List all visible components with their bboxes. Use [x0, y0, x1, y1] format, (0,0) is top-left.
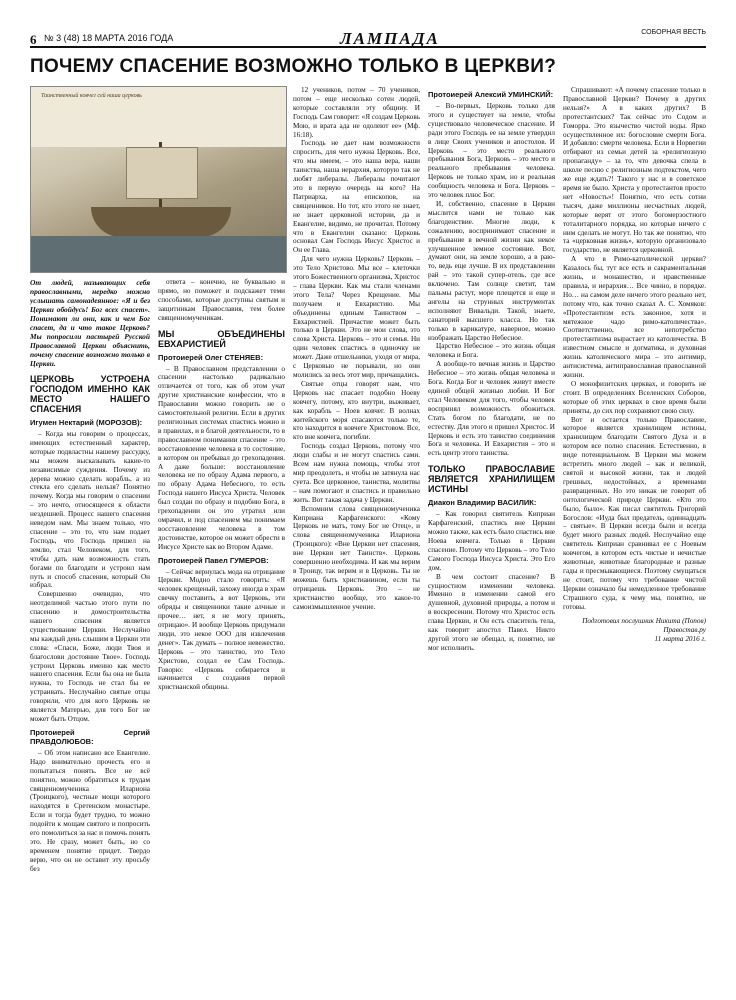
paragraph: ответа – конечно, не буквально и прямо, но поможет и подскажет теми способами, которые доступны святым и защитникам Православия, тем более священномученикам. [158, 278, 285, 322]
ark-icon-image [30, 86, 287, 273]
signature-source: Правостав.ру [663, 626, 706, 635]
icon-sea [31, 236, 286, 272]
subheading-2: МЫ ОБЪЕДИНЕНЫ ЕВХАРИСТИЕЙ [158, 328, 285, 349]
paragraph: Спрашивают: «А почему спасение только в Православной Церкви? Почему в других нельзя?» А в каких других? В протестантских? Так сейчас это Содом и Гоморра. Это язычество чистой воды. Ярко осуществленное их: богословие смерти Бога. И добавлю: смерти человека. Если в Норвегии отбирают из семьи детей за «религиозную пропаганду» – за то, что девочка спела в школе песню с религиозным подтекстом, чего же еще ждать?! Такого у нас и в советское время не было. Христа у протестантов просто нет «Новость»! Понятно, что есть сотни тысяч, даже миллионы несчастных людей, которые верят от этого богомерзостного тоталитарного порядка, но которые ничего с ним сделать не могут. Но так же понятно, что та «церковная жизнь», которую организовало государство, не является церковной. [563, 86, 706, 255]
paragraph: О монофизитских церквах, и говорить не стоит. В определениях Вселенских Соборов, которые об этих церквах в свое время были приняты, до сих пор сохраняют свою силу. [563, 379, 706, 415]
paragraph: А вообще-то вечная жизнь и Царство Небесное – это жизнь общая человека и Бога. Когда Бог и человек живут вместе единой общей жизнью любви. И Бог стал Человеком для того, чтобы человек воспринял возможность обожиться. Стать богом по благодати, не по естеству. Для этого и пришел Христос. И Церковь и есть это таинство соединения Бога и человека. И Евхаристия – это и есть центр этого таинства. [428, 360, 555, 458]
signature [563, 617, 706, 644]
column-1 [30, 278, 150, 978]
author-vasilik: Диакон Владимир ВАСИЛИК: [428, 498, 537, 508]
subheading-1: ЦЕРКОВЬ УСТРОЕНА ГОСПОДОМ ИМЕННО КАК МЕСТО НАШЕГО СПАСЕНИЯ [30, 374, 150, 414]
paragraph: Господь создал Церковь, потому что люди слабы и не могут спастись сами. Всем нам нужна помощь, чтобы этот мир преодолеть, и чтобы не затянула нас суета. Все церковное, таинства, молитвы – нам помогают и спастись и правильно жить. Вот такая задача у Церкви. [293, 442, 420, 504]
paragraph: 12 учеников, потом – 70 учеников, потом – еще несколько сотен людей, которые составляли эту общину. И Господь Сам говорит: «Я создам Церковь Мою, и врата ада не одолеют ее» (Мф. 16:18). [293, 86, 420, 139]
paragraph: Господь не дает нам возможности спросить, для чего нужна Церковь. Все, что мы имеем, – это наша вера, наши таинства, наша иерархия, которую так не любят либералы. Либералы почитают это в первую очередь на кого? На Патриарха, на епископов, на священников. Но тот, кто этого не знает, не знает церковной истории, да и Евангелие, видимо, не прочитал. Потому что в Евангелии сказано: Церковь основал Сам Господь Иисус Христос и Он ее Глава. [293, 139, 420, 255]
paragraph: А что в Римо-католической церкви? Казалось бы, тут все есть и сакраментальная жизнь, и монашество, и нравственные правила, и иерархия… Все чинно, в порядке. Но… на самом деле ничего этого реально нет, потому что, как точно сказал А. С. Хомяков: «Протестантизм есть законное, хотя и мятежное чадо римо-католичества». Соответственно, все непотребство протестантизма вырастает из католичества. В известном смысле и догматика, и духовная жизнь католического мира – это антимир, антисистема, антиправославная православной жизни. [563, 255, 706, 379]
paragraph: – Когда мы говорим о процессах, имеющих естественный характер, которые подвластны нашему рассудку, мы можем высказывать какие-то независимые суждения. Почему из дерева можно сделать корабль, а из стекла его сделать нельзя? Понятно почему. Когда мы говорим о спасении – это нечто, относящееся к области нездешней. Процесс нашего спасения неведом нам. Мы знаем только, что спасение – это то, что нам подает Господь, что Господь пришел на землю, стал Человеком, для того, чтобы дать нам возможность стать богами по благодати и устроил нам путь и способ спасения, который Он избрал. [30, 430, 150, 590]
paragraph: – В Православном представлении о спасении настолько радикально отличается от того, как об этом учат другие христианские конфессии, что в Православии можно говорить не о самостоятельной религии. Если в других религиозных системах спастись можно и в правилах, и в благой деятельности, то в православном понимании спасение – это восстановление человека в то состояние, в котором он пребывал до грехопадения. А даже больше: восстановление человека не по образу Адама первого, а по образу Адама Небесного, то есть Господа нашего Иисуса Христа. Человек был создан по образу и подобию Бога, в грехопадении он это утратил или омрачил, и под спасением мы понимаем восстановление человека в том достоинстве, которое он может обрести в Иисусе Христе как во Втором Адаме. [158, 364, 285, 551]
subheading-3: ТОЛЬКО ПРАВОСЛАВИЕ ЯВЛЯЕТСЯ ХРАНИЛИЩЕМ ИСТИНЫ [428, 464, 555, 495]
paragraph: Вспомним слова священномученика Киприана Карфагенского: «Кому Церковь не мать, тому Бог не Отец», и слова священномученика Илариона (Троицкого): «Вне Церкви нет спасения, вне Церкви нет Таинств». Церковь совершенно необходима. И как мы верим в Троицу, так верим и в Церковь. Ты не можешь быть христианином, если ты отрицаешь Церковь. Это – не христианство вообще, это какое-то самоизмышленное учение. [293, 504, 420, 611]
author-stenyaev: Протоиерей Олег СТЕНЯЕВ: [158, 352, 264, 362]
masthead: ЛАМПАДА [340, 29, 440, 48]
publisher-logo: СОБОРНАЯ ВЕСТЬ [641, 29, 706, 36]
page-header [30, 29, 706, 48]
paragraph: – Во-первых, Церковь только для этого и существует на земле, чтобы существовало человеческое спасение. И ради этого Господь ее на земле утвердил в лице Своих учеников и апостолов. И Церковь – это место реального пребывания Бога, Церковь – это место и реального пребывания человека. Церковь не только храм, но и реальная сообщность человека и Бога. Церковь – это человек плюс Бог. [428, 102, 555, 200]
column-2 [158, 278, 285, 978]
signature-prepared-by: Подготовил послушник Никита (Попов) [582, 617, 706, 626]
paragraph: – Сейчас вернулась мода на отрицание Церкви. Модно стало говорить: «Я человек крещеный, захожу иногда в храм свечку поставить, а вот Церковь, эти обряды и священники такие алчные и прочее… нет, я не могу принять, отрицаю». И вообще Церковь придумали люди, это некое ООО для извлечения денег». Так думать – полное невежество. Церковь – это таинство, это Тело Христово, создал ее Сам Господь. Говорю: «Церковь собирается и начинается с создания первой христианской общины. [158, 567, 285, 692]
paragraph: Для чего нужна Церковь? Церковь – это Тело Христово. Мы все – клеточки этого Божественного организма, Христос – глава Церкви. Как мы стали членами этого Тела? Через Крещение. Мы получаем и Евхаристию. Мы объединены единым Таинством – Евхаристией. Причастие может быть только в Церкви. Это не мои слова, это слова Христа. Церковь – это и семья. Ни один человек спастись в одиночку не может. Даже отшельники, уходя от мира, с Церковью не порывали, но они молились за весь этот мир, причащались. [293, 255, 420, 379]
intro-caption: От людей, называющих себя православными, нередко можно услышать самонадеянное: «Я и без Церкви обойдусь! Бог всех спасет». Понимают ли они, как и чем Бог спасет, да и что такое Церковь? Мы попросили пастырей Русской Православной Церкви объяснить, почему спасение возможно только в Церкви. [30, 278, 150, 368]
paragraph: – Как говорил святитель Киприан Карфагенский, спастись вне Церкви можно также, как есть было спастись вне Ноева ковчега. Только в Церкви спасение. Потому что Церковь – это Тело Самого Господа Иисуса Христа. Это Его дом. [428, 510, 555, 572]
column-4 [428, 86, 555, 978]
paragraph: В чем состоит спасение? В сущностном изменении человека. Именно в изменении самой его душевной, духовной природы, а потом и в воскресении. Потому что Христос есть глава Церкви, и Он есть спаситель тела, как говорит апостол Павел. Никто другой этого не обещал, и, понятно, не мог исполнить. [428, 572, 555, 652]
paragraph: Вот и остается только Православие, которое является хранилищем истины, хранилищем благодати Святого Духа и в котором все полно спасения. Естественно, в виде потенциальном. В Церкви мы можем встретить много людей – как и великой, святой и высокой жизни, так и людей грешных, недостойных, а временами развращенных. Но это никак не говорит об онтологической природе Церкви. «Кто это было, было». Как писал святитель Григорий Богослов: «Иуда был предатель, одиннадцать – святые». В Церкви всегда были и всегда будет много разных людей. Неслучайно еще святитель Киприан сравнивал ее с Ноевым ковчегом, в котором есть чистые и нечистые животные, животные благородные и разные гады и пресмыкающиеся. Поэтому смущаться не стоит, потому что требование чистой Церкви означало бы немедленное требование Страшного суда, к чему мы, понятно, не готовы. [563, 415, 706, 611]
icon-ark [91, 207, 231, 237]
paragraph: – Об этом написано все Евангелие. Надо внимательно прочесть его и попытаться понять. Все не всё понятно, можно обратиться к трудам священномученика Илариона (Троицкого), честные мощи которого находятся в Сретенском монастыре. Если и тогда будет трудно, то можно подойти к мощам святого и попросить его помолиться за нас и помочь понять это. Не сразу, может быть, но со временем понятие придет. Твердо верю, что он не оставит эту просьбу без [30, 748, 150, 873]
issue-info: № 3 (48) 18 МАРТА 2016 ГОДА [44, 33, 174, 43]
page-number: 6 [30, 32, 37, 47]
column-5 [563, 86, 706, 978]
headline: ПОЧЕМУ СПАСЕНИЕ ВОЗМОЖНО ТОЛЬКО В ЦЕРКВИ? [30, 56, 557, 77]
icon-text: Таинственный ковчег сей наша церковь [41, 93, 142, 99]
author-gumerov: Протоиерей Павел ГУМЕРОВ: [158, 555, 269, 565]
icon-sail [126, 147, 198, 199]
paragraph: И, собственно, спасение в Церкви мыслится нами не только как благоденствие. Многие люди, к сожалению, воспринимают спасение и пребывание в вечной жизни как некое улучшенное земное состояние. Вот, думают они, на земле хорошо, а в раю-то, ведь еще лучше. В их представлении рай – это такой супер-отель, где все включено. Там солнце светит, там пальмы растут, море плещется и еще и ангелы на струнных инструментах исполняют Вивальди. Такой, знаете, санаторий высшего класса. Но так только в карикатуре, наверное, можно изображать Царство Небесное. [428, 199, 555, 342]
author-pravdolyubov: Протоиерей Сергий ПРАВДОЛЮБОВ: [30, 727, 150, 746]
signature-date: 11 марта 2016 г. [654, 635, 706, 644]
column-3 [293, 86, 420, 978]
author-nektariy: Игумен Нектарий (МОРОЗОВ): [30, 418, 143, 427]
paragraph: Царство Небесное – это жизнь общая человека и Бога. [428, 342, 555, 360]
author-uminsky: Протоиерей Алексий УМИНСКИЙ: [428, 90, 554, 99]
paragraph: Совершенно очевидно, что неотделимой частью этого пути по спасению и домостроительства нашего спасения является существование Церкви. Неслучайно мы каждый день слышим в Церкви эти слова: «Спаси, Боже, люди Твоя и благослови достояние Твое». Господь устроил Церковь именно как место нашего спасения. Если бы она не была нужна, то Господь не стал бы ее устраивать. Неслучайно святые отцы говорили, что для кого Церковь не является Матерью, для того Бог не может быть Отцом. [30, 590, 150, 723]
paragraph: Святые отцы говорят нам, что Церковь нас спасает подобно Ноеву ковчегу, потому, кто внутри, выживает, как корабль – Ноев ковчег. В волнах житейского моря спасаются только те, кто находится в ковчеге Христовом. Все, кто вне ковчега, погибли. [293, 379, 420, 442]
